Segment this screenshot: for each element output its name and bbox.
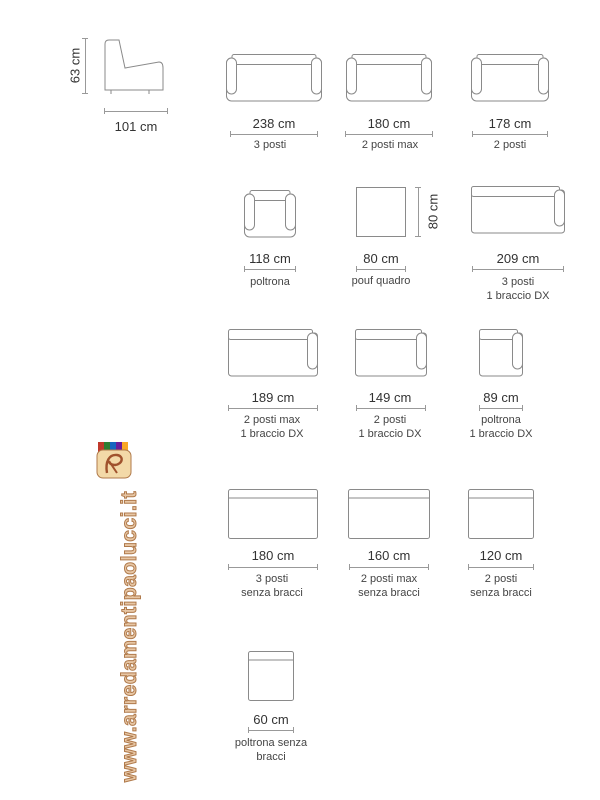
pouf-depth-dimension-line: [415, 187, 421, 237]
sofa-2-posti-senza-bracci-drawing: [468, 489, 534, 539]
item-2-posti-max-1-braccio-dx-label: 2 posti max 1 braccio DX: [240, 414, 304, 440]
item-poltrona-rule: [244, 266, 296, 272]
item-2-posti-max-1-braccio-dx-width: 189 cm: [251, 390, 295, 405]
poltrona-1-braccio-dx-drawing: [479, 329, 523, 377]
item-2-posti-rule: [472, 131, 548, 137]
item-2-posti-senza-bracci-rule: [468, 564, 534, 570]
item-2-posti-max-senza-bracci-width: 160 cm: [367, 548, 411, 563]
item-3-posti-width: 238 cm: [252, 116, 296, 131]
poltrona-senza-bracci-drawing: [248, 651, 294, 701]
sofa-2-posti-max-1-braccio-dx-drawing: [228, 329, 318, 377]
item-poltrona-1-braccio-dx-label: poltrona 1 braccio DX: [469, 414, 533, 440]
item-3-posti-rule: [230, 131, 318, 137]
item-3-posti-1-braccio-dx-width: 209 cm: [496, 251, 540, 266]
item-poltrona-senza-bracci-width: 60 cm: [253, 712, 289, 727]
item-2-posti-1-braccio-dx-rule: [356, 405, 426, 411]
item-3-posti-label: 3 posti: [253, 139, 287, 151]
sofa-2-posti-1-braccio-dx-drawing: [355, 329, 427, 377]
depth-dimension-line: [104, 108, 168, 114]
item-2-posti-max-1-braccio-dx-rule: [228, 405, 318, 411]
item-poltrona-width: 118 cm: [249, 251, 291, 266]
item-2-posti-max-label: 2 posti max: [361, 139, 419, 151]
item-2-posti-1-braccio-dx-width: 149 cm: [368, 390, 412, 405]
item-2-posti-width: 178 cm: [488, 116, 532, 131]
item-3-posti-1-braccio-dx-label: 3 posti 1 braccio DX: [486, 276, 550, 302]
sofa-3-posti-drawing: [226, 54, 322, 102]
item-pouf-quadro-depth: 80 cm: [425, 193, 441, 230]
item-2-posti-senza-bracci-label: 2 posti senza bracci: [470, 573, 532, 599]
depth-dimension: 101 cm: [114, 119, 158, 134]
paolucci-logo-icon: [95, 440, 133, 480]
item-2-posti-max-rule: [345, 131, 433, 137]
sofa-3-posti-1-braccio-dx-drawing: [471, 186, 565, 234]
item-3-posti-senza-bracci-label: 3 posti senza bracci: [241, 573, 303, 599]
website-watermark: www.arredamentipaolucci.it: [118, 490, 141, 782]
pouf-quadro-drawing: [356, 187, 406, 237]
item-pouf-quadro-rule: [356, 266, 406, 272]
side-profile-drawing: [103, 38, 163, 96]
item-2-posti-senza-bracci-width: 120 cm: [479, 548, 523, 563]
item-poltrona-1-braccio-dx-rule: [479, 405, 523, 411]
sofa-2-posti-max-senza-bracci-drawing: [348, 489, 430, 539]
armchair-poltrona-drawing: [244, 190, 296, 238]
height-dimension-line: [82, 38, 88, 94]
item-3-posti-1-braccio-dx-rule: [472, 266, 564, 272]
item-2-posti-max-senza-bracci-rule: [349, 564, 429, 570]
item-poltrona-senza-bracci-label: poltrona senza bracci: [234, 737, 308, 763]
item-3-posti-senza-bracci-rule: [228, 564, 318, 570]
item-pouf-quadro-width: 80 cm: [363, 251, 399, 266]
item-poltrona-label: poltrona: [250, 276, 290, 288]
item-2-posti-max-width: 180 cm: [367, 116, 411, 131]
height-dimension: 63 cm: [67, 47, 83, 84]
item-3-posti-senza-bracci-width: 180 cm: [251, 548, 295, 563]
sofa-2-posti-max-drawing: [346, 54, 432, 102]
sofa-2-posti-drawing: [471, 54, 549, 102]
item-2-posti-1-braccio-dx-label: 2 posti 1 braccio DX: [358, 414, 422, 440]
sofa-3-posti-senza-bracci-drawing: [228, 489, 318, 539]
item-poltrona-1-braccio-dx-width: 89 cm: [483, 390, 519, 405]
item-poltrona-senza-bracci-rule: [248, 727, 294, 733]
item-2-posti-max-senza-bracci-label: 2 posti max senza bracci: [358, 573, 420, 599]
item-2-posti-label: 2 posti: [493, 139, 527, 151]
item-pouf-quadro-label: pouf quadro: [351, 275, 411, 287]
